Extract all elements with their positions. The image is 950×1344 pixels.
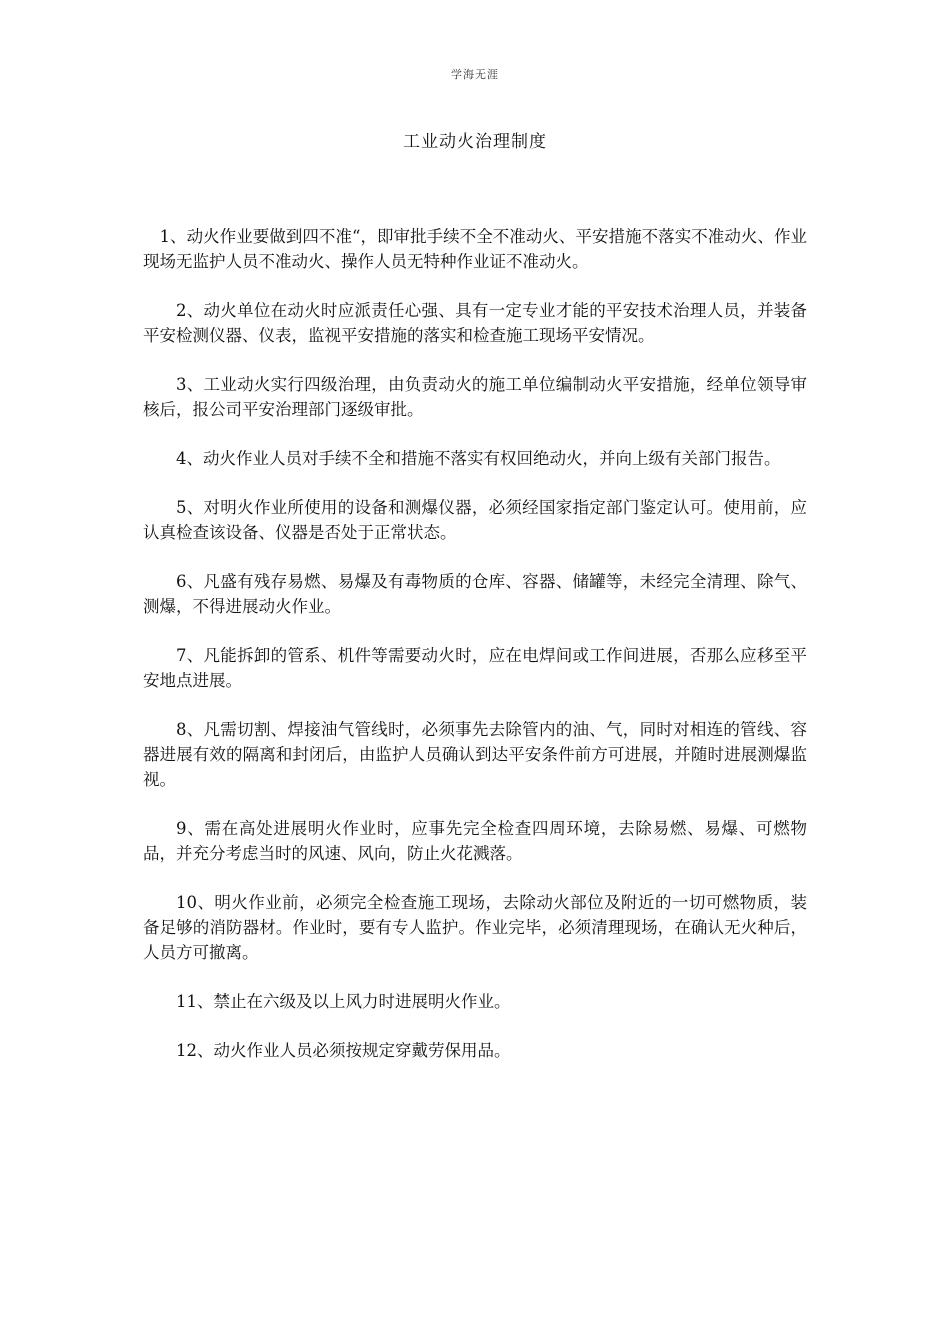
paragraph-1: 1、动火作业要做到四不准“，即审批手续不全不准动火、平安措施不落实不准动火、作业现场无监护人员不准动火、操作人员无特种作业证不准动火。 <box>143 227 807 271</box>
paragraph-11: 11、禁止在六级及以上风力时进展明火作业。 <box>176 992 511 1011</box>
document-body <box>143 224 807 1087</box>
paragraph-6: 6、凡盛有残存易燃、易爆及有毒物质的仓库、容器、储罐等，未经完全清理、除气、测爆，不得进展动火作业。 <box>143 572 807 616</box>
document-title: 工业动火治理制度 <box>403 132 547 152</box>
paragraph-8: 8、凡需切割、焊接油气管线时，必须事先去除管内的油、气，同时对相连的管线、容器进展有效的隔离和封闭后，由监护人员确认到达平安条件前方可进展，并随时进展测爆监视。 <box>143 720 807 789</box>
paragraph-9: 9、需在高处进展明火作业时，应事先完全检查四周环境，去除易燃、易爆、可燃物品，并充分考虑当时的风速、风向，防止火花溅落。 <box>143 819 807 863</box>
paragraph-5: 5、对明火作业所使用的设备和测爆仪器，必须经国家指定部门鉴定认可。使用前，应认真检查该设备、仪器是否处于正常状态。 <box>143 498 807 542</box>
paragraph-3: 3、工业动火实行四级治理，由负责动火的施工单位编制动火平安措施，经单位领导审核后，报公司平安治理部门逐级审批。 <box>143 375 807 419</box>
paragraph-4: 4、动火作业人员对手续不全和措施不落实有权回绝动火，并向上级有关部门报告。 <box>176 449 781 468</box>
page-header: 学海无涯 <box>451 68 499 81</box>
paragraph-2: 2、动火单位在动火时应派责任心强、具有一定专业才能的平安技术治理人员，并装备平安检测仪器、仪表，监视平安措施的落实和检查施工现场平安情况。 <box>143 301 807 345</box>
paragraph-10: 10、明火作业前，必须完全检查施工现场，去除动火部位及附近的一切可燃物质，装备足够的消防器材。作业时，要有专人监护。作业完毕，必须清理现场，在确认无火种后，人员方可撤离。 <box>143 893 807 962</box>
paragraph-7: 7、凡能拆卸的管系、机件等需要动火时，应在电焊间或工作间进展，否那么应移至平安地点进展。 <box>143 646 807 690</box>
paragraph-12: 12、动火作业人员必须按规定穿戴劳保用品。 <box>176 1041 511 1060</box>
